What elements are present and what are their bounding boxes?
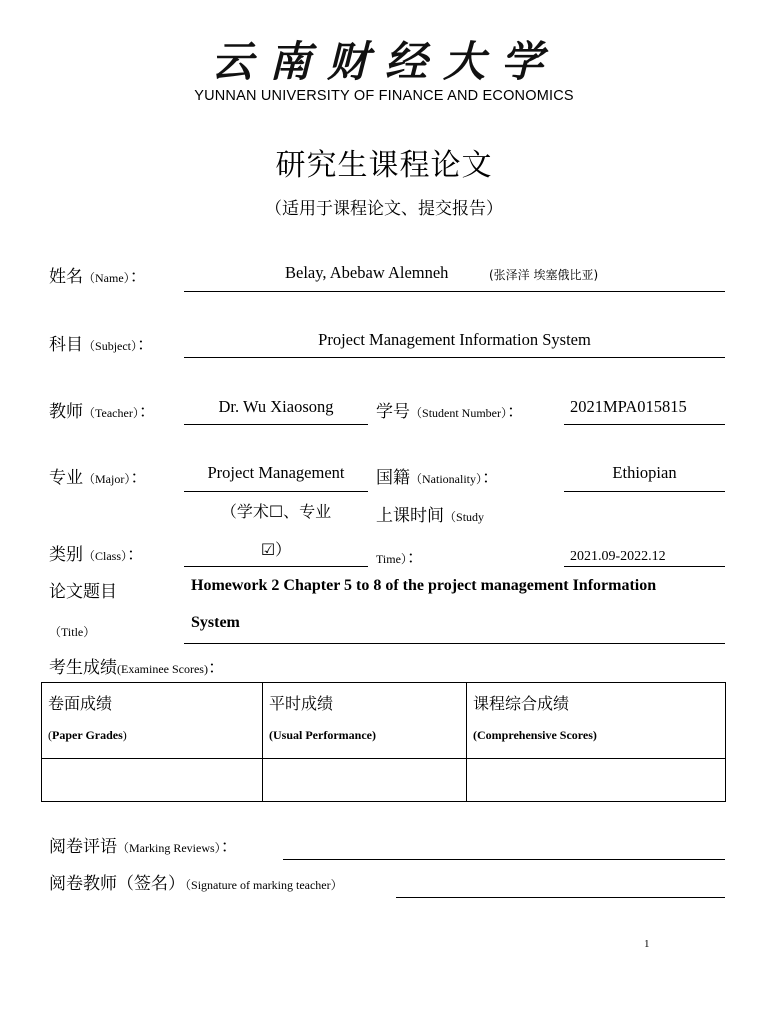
signature-underline[interactable] xyxy=(396,897,725,898)
major-label: 专业（Major）： xyxy=(49,468,148,488)
study-time-value: 2021.09-2022.12 xyxy=(570,549,666,564)
student-number-underline xyxy=(564,424,725,425)
page-number: 1 xyxy=(644,938,650,950)
class-label: 类别（Class）： xyxy=(49,545,145,565)
study-time-label: 上课时间（Study xyxy=(376,506,485,526)
thesis-title-underline xyxy=(184,643,725,644)
marking-reviews-underline[interactable] xyxy=(283,859,725,860)
teacher-underline xyxy=(184,424,368,425)
university-logo xyxy=(183,26,585,120)
class-underline xyxy=(184,566,368,567)
student-number-value: 2021MPA015815 xyxy=(570,397,687,416)
score-table xyxy=(41,682,726,802)
score-header-paper-grades: 卷面成绩 (Paper Grades) xyxy=(42,683,263,759)
document-subtitle: （适用于课程论文、提交报告） xyxy=(265,199,503,219)
university-logo-english: YUNNAN UNIVERSITY OF FINANCE AND ECONOMICS xyxy=(194,88,574,104)
major-underline xyxy=(184,491,368,492)
student-number-label: 学号（Student Number）： xyxy=(376,402,525,422)
name-label: 姓名（Name）： xyxy=(49,267,147,287)
nationality-value: Ethiopian xyxy=(612,463,677,482)
nationality-label: 国籍（Nationality）： xyxy=(376,468,500,488)
score-cell-paper-grades[interactable] xyxy=(42,759,263,802)
major-type-checkbox: ☑） xyxy=(260,540,292,559)
study-time-label-continued: Time）： xyxy=(376,548,424,568)
name-note: (张泽洋 埃塞俄比亚) xyxy=(489,268,599,282)
thesis-title-value-line1: Homework 2 Chapter 5 to 8 of the project management Information xyxy=(191,577,657,594)
nationality-underline xyxy=(564,491,725,492)
marking-reviews-label: 阅卷评语（Marking Reviews）： xyxy=(49,837,238,857)
score-header-usual-performance: 平时成绩 (Usual Performance) xyxy=(263,683,467,759)
teacher-label: 教师（Teacher）： xyxy=(49,402,156,422)
scores-label: 考生成绩(Examinee Scores)： xyxy=(49,658,225,678)
study-time-underline xyxy=(564,566,725,567)
name-value: Belay, Abebaw Alemneh xyxy=(285,263,449,282)
score-cell-usual-performance[interactable] xyxy=(263,759,467,802)
signature-label: 阅卷教师（签名）（Signature of marking teacher） xyxy=(49,874,343,894)
score-cell-comprehensive-scores[interactable] xyxy=(467,759,726,802)
university-logo-chinese: 云南财经大学 xyxy=(211,37,560,86)
score-header-comprehensive-scores: 课程综合成绩 (Comprehensive Scores) xyxy=(467,683,726,759)
subject-value: Project Management Information System xyxy=(318,330,591,349)
subject-underline xyxy=(184,357,725,358)
thesis-title-label: 论文题目 xyxy=(49,582,117,602)
major-type-line1: （学术☐、专业 xyxy=(220,502,332,521)
name-underline xyxy=(184,291,725,292)
thesis-title-value-line2: System xyxy=(191,614,240,631)
major-value: Project Management xyxy=(207,463,345,482)
subject-label: 科目（Subject）： xyxy=(49,335,155,355)
teacher-value: Dr. Wu Xiaosong xyxy=(218,397,334,416)
thesis-title-label-en: （Title） xyxy=(49,625,96,639)
document-title: 研究生课程论文 xyxy=(275,148,493,183)
